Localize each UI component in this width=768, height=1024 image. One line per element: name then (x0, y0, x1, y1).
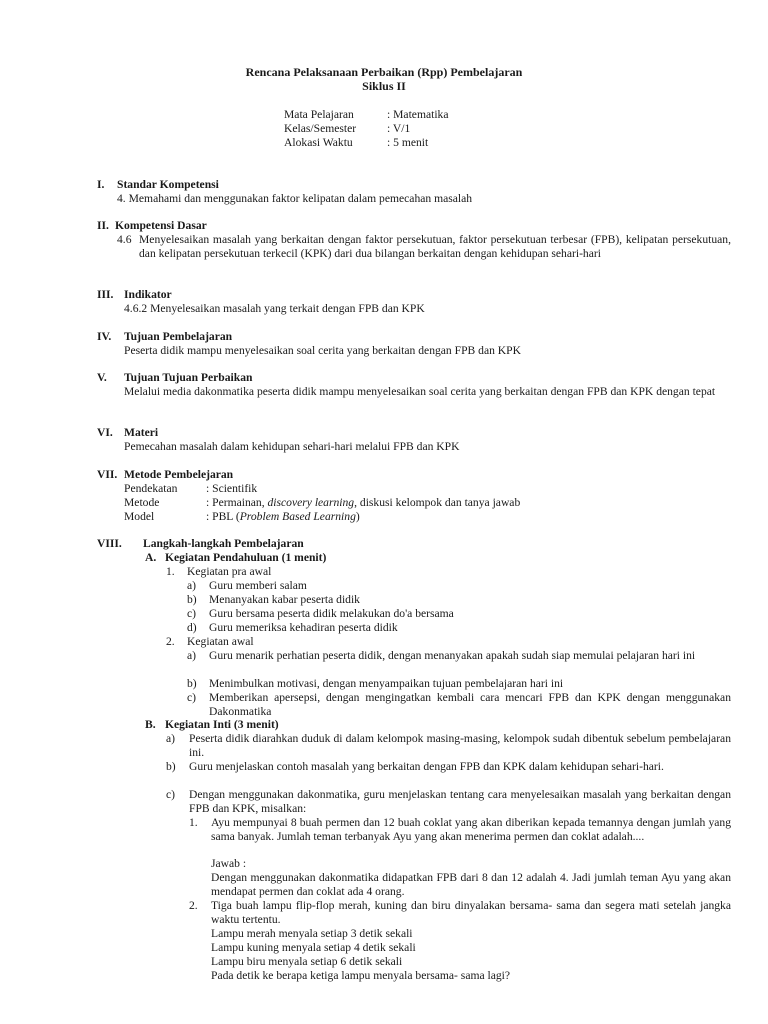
list-marker: b) (166, 760, 176, 773)
section-text-3: 4.6.2 Menyelesaikan masalah yang terkait dengan FPB dan KPK (124, 302, 425, 315)
list-item: Memberikan apersepsi, dengan mengingatkan kembali cara mencari FPB dan KPK dengan menggunakan Dakonmatika (209, 691, 731, 718)
step-marker: 1. (166, 565, 175, 578)
meta-label: Alokasi Waktu (284, 136, 353, 149)
meta-label: Mata Pelajaran (284, 108, 354, 121)
method-row-method: Metode : Permainan, discovery learning, diskusi kelompok dan tanya jawab (124, 496, 521, 509)
list-marker: b) (187, 677, 197, 690)
answer-text: Dengan menggunakan dakonmatika didapatkan FPB dari 8 dan 12 adalah 4. Jadi jumlah teman Ayu yang akan mendapat permen dan coklat ada 4 orang. (211, 871, 731, 898)
section-heading-1: I. Standar Kompetensi (97, 178, 219, 191)
list-item: Guru menarik perhatian peserta didik, dengan menanyakan apakah sudah siap memulai pelajaran hari ini (209, 649, 696, 662)
list-marker: a) (187, 579, 197, 592)
list-item: Guru memberi salam (209, 579, 307, 592)
section-heading-3: III. Indikator (97, 288, 172, 301)
document-subtitle: Siklus II (362, 79, 406, 93)
list-item: Guru menjelaskan contoh masalah yang berkaitan dengan FPB dan KPK dalam kehidupan sehari-hari. (189, 760, 664, 773)
section-text-1: 4. Memahami dan menggunakan faktor kelipatan dalam pemecahan masalah (117, 192, 473, 205)
meta-label: Kelas/Semester (284, 122, 357, 135)
section-heading-6: VI. Materi (97, 426, 159, 439)
example-line: Lampu biru menyala setiap 6 detik sekali (211, 955, 403, 968)
example-text: Tiga buah lampu flip-flop merah, kuning dan biru dinyalakan bersama- sama dan segera mati setelah jangka waktu tertentu. (211, 899, 731, 926)
method-row-approach: Pendekatan : Scientifik (124, 482, 258, 495)
step-title: Kegiatan awal (187, 635, 254, 648)
example-line: Lampu merah menyala setiap 3 detik sekali (211, 927, 413, 940)
meta-row-class (284, 122, 410, 136)
list-item: Guru memeriksa kehadiran peserta didik (209, 621, 398, 634)
section-text-4: Peserta didik mampu menyelesaikan soal cerita yang berkaitan dengan FPB dan KPK (124, 344, 521, 357)
meta-row-time (284, 136, 428, 150)
section-heading-8: VIII. Langkah-langkah Pembelajaran (97, 537, 304, 550)
list-marker: d) (187, 621, 197, 634)
document-title: Rencana Pelaksanaan Perbaikan (Rpp) Pembelajaran (245, 65, 523, 79)
example-line: Lampu kuning menyala setiap 4 detik sekali (211, 941, 416, 954)
example-line: Pada detik ke berapa ketiga lampu menyala bersama- sama lagi? (211, 969, 511, 982)
method-row-model: Model : PBL (Problem Based Learning) (124, 510, 360, 523)
example-marker: 2. (189, 899, 198, 912)
list-marker: b) (187, 593, 197, 606)
meta-value: : 5 menit (387, 136, 429, 149)
meta-value: : Matematika (387, 108, 449, 121)
section-lead-2: 4.6 (117, 233, 132, 246)
section-heading-5: V. Tujuan Tujuan Perbaikan (97, 371, 253, 384)
meta-value: : V/1 (387, 122, 411, 135)
section-heading-7: VII. Metode Pembelejaran (97, 468, 234, 481)
meta-row-subject (284, 108, 449, 122)
list-item: Peserta didik diarahkan duduk di dalam kelompok masing-masing, kelompok sudah dibentuk sebelum pembelajaran ini. (189, 732, 731, 759)
list-marker: a) (187, 649, 197, 662)
list-item: Guru bersama peserta didik melakukan do'a bersama (209, 607, 454, 620)
example-text: Ayu mempunyai 8 buah permen dan 12 buah coklat yang akan diberikan kepada temannya dengan jumlah yang sama banyak. Jumlah teman terbanyak Ayu yang akan menerima permen dan coklat adalah.... (211, 816, 731, 843)
list-item: Menanyakan kabar peserta didik (209, 593, 360, 606)
list-item: Menimbulkan motivasi, dengan menyampaikan tujuan pembelajaran hari ini (209, 677, 564, 690)
step-marker: 2. (166, 635, 175, 648)
subsection-heading-b: B. Kegiatan Inti (3 menit) (145, 718, 279, 731)
section-text-5: Melalui media dakonmatika peserta didik mampu menyelesaikan soal cerita yang berkaitan dengan FPB dan KPK dengan tepat (124, 385, 716, 398)
list-item: Dengan menggunakan dakonmatika, guru menjelaskan tentang cara menyelesaikan masalah yang berkaitan dengan FPB dan KPK, misalkan: (189, 788, 731, 815)
list-marker: c) (187, 607, 197, 620)
list-marker: c) (187, 691, 197, 704)
section-heading-4: IV. Tujuan Pembelajaran (97, 330, 233, 343)
list-marker: c) (166, 788, 176, 801)
subsection-heading-a: A. Kegiatan Pendahuluan (1 menit) (145, 551, 327, 564)
section-text-6: Pemecahan masalah dalam kehidupan sehari-hari melalui FPB dan KPK (124, 440, 460, 453)
example-marker: 1. (189, 816, 198, 829)
answer-label: Jawab : (211, 857, 247, 870)
step-title: Kegiatan pra awal (187, 565, 272, 578)
section-text-2: Menyelesaikan masalah yang berkaitan dengan faktor persekutuan, faktor persekutuan terbesar (FPB), kelipatan persekutuan, dan kelipatan persekutuan terkecil (KPK) dari dua bilangan berkaitan dengan kehidupan sehari-hari (139, 233, 731, 260)
section-heading-2: II. Kompetensi Dasar (97, 219, 207, 232)
list-marker: a) (166, 732, 176, 745)
